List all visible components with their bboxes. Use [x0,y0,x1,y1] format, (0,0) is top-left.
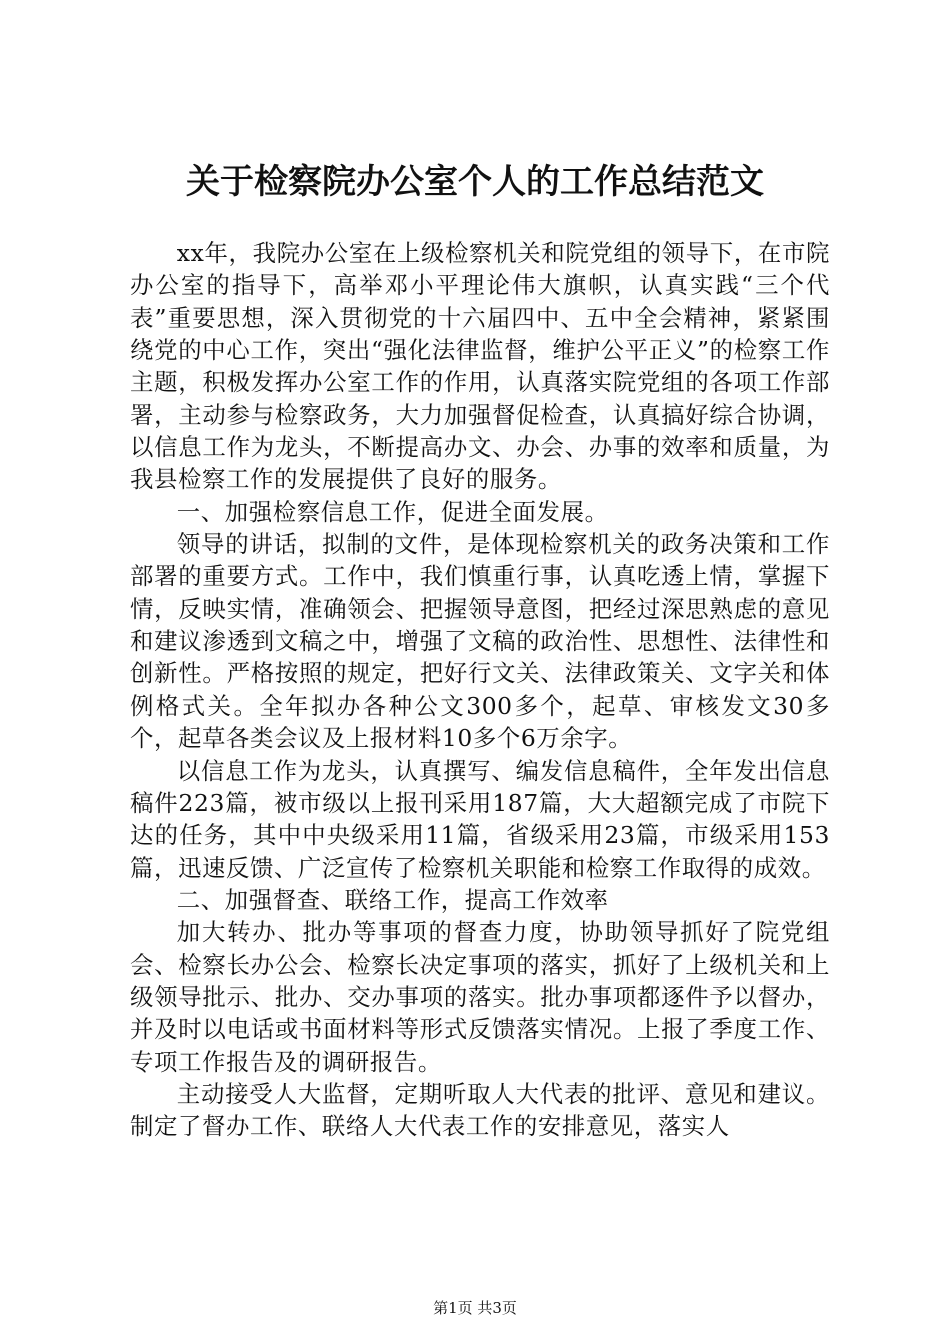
section-heading-1: 一、加强检察信息工作，促进全面发展。 [176,497,609,526]
body-paragraph: 领导的讲话，拟制的文件，是体现检察机关的政务决策和工作部署的重要方式。工作中，我们慎重行事，认真吃透上情，掌握下情，反映实情，准确领会、把握领导意图，把经过深思熟虑的意见和建议渗透到文稿之中，增强了文稿的政治性、思想性、法律性和创新性。严格按照的规定，把好行文关、法律政策关、文字关和体例格式关。全年拟办各种公文300多个，起草、审核发文30多个，起草各类会议及上报材料10多个6万余字。 [130,530,830,753]
body-paragraph: 以信息工作为龙头，认真撰写、编发信息稿件，全年发出信息稿件223篇，被市级以上报刊采用187篇，大大超额完成了市院下达的任务，其中中央级采用11篇，省级采用23篇，市级采用153篇，迅速反馈、广泛宣传了检察机关职能和检察工作取得的成效。 [130,756,830,882]
document-body [130,237,830,1143]
body-paragraph: 主动接受人大监督，定期听取人大代表的批评、意见和建议。制定了督办工作、联络人大代表工作的安排意见，落实人 [130,1079,830,1141]
section-heading-2: 二、加强督查、联络工作，提高工作效率 [176,885,609,914]
body-paragraph: 加大转办、批办等事项的督查力度，协助领导抓好了院党组会、检察长办公会、检察长决定事项的落实，抓好了上级机关和上级领导批示、批办、交办事项的落实。批办事项都逐件予以督办，并及时以电话或书面材料等形式反馈落实情况。上报了季度工作、专项工作报告及的调研报告。 [130,918,830,1076]
document-title: 关于检察院办公室个人的工作总结范文 [186,162,764,202]
intro-paragraph: xx年，我院办公室在上级检察机关和院党组的领导下，在市院办公室的指导下，高举邓小平理论伟大旗帜，认真实践“三个代表”重要思想，深入贯彻党的十六届四中、五中全会精神，紧紧围绕党的中心工作，突出“强化法律监督，维护公平正义”的检察工作主题，积极发挥办公室工作的作用，认真落实院党组的各项工作部署，主动参与检察政务，大力加强督促检查，认真搞好综合协调，以信息工作为龙头，不断提高办文、办会、办事的效率和质量，为我县检察工作的发展提供了良好的服务。 [130,239,830,494]
page-footer: 第1页 共3页 [433,1299,517,1317]
